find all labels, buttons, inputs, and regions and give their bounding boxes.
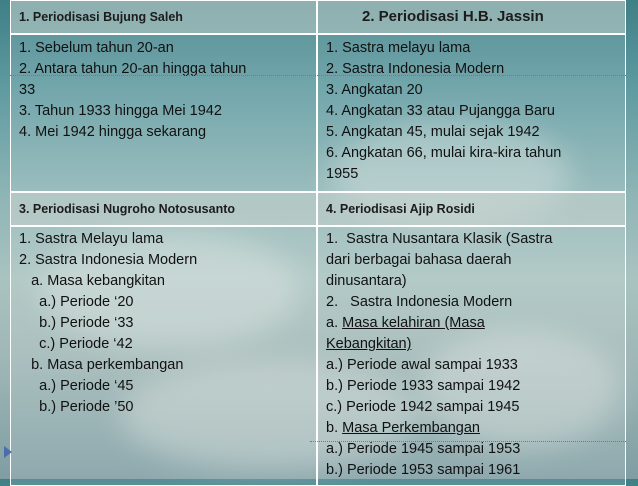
- list-item: 1. Sastra Nusantara Klasik (Sastra: [326, 231, 553, 247]
- body-nugroho-notosusanto: [10, 226, 317, 486]
- list-item: 1. Sebelum tahun 20-an: [19, 40, 174, 56]
- list-item: c.) Periode ‘42: [19, 336, 133, 352]
- list-item: 2. Sastra Indonesia Modern: [19, 252, 198, 268]
- list-item: 6. Angkatan 66, mulai kira-kira tahun: [326, 145, 562, 161]
- underlined-text: Kebangkitan): [326, 336, 412, 352]
- header-hb-jassin: [317, 0, 626, 34]
- list-item: 2. Sastra Indonesia Modern: [326, 61, 505, 77]
- list-item: 2. Sastra Indonesia Modern: [326, 294, 513, 310]
- list-item: 1. Sastra Melayu lama: [19, 231, 164, 247]
- header-ajip-rosidi: [317, 192, 626, 226]
- header-nugroho-text: 3. Periodisasi Nugroho Notosusanto: [19, 202, 235, 216]
- header-ajip-rosidi-text: 4. Periodisasi Ajip Rosidi: [326, 202, 475, 216]
- list-item-prefix: a.: [326, 315, 343, 331]
- list-item: 2. Antara tahun 20-an hingga tahun: [19, 61, 247, 77]
- list-item: a.) Periode ‘20: [19, 294, 134, 310]
- list-item: a. Masa kebangkitan: [19, 273, 165, 289]
- list-item: dinusantara): [326, 273, 407, 289]
- list-item: a.) Periode 1945 sampai 1953: [326, 441, 521, 457]
- underlined-text: Masa Perkembangan: [342, 420, 480, 436]
- dotted-divider: [10, 75, 626, 76]
- header-hb-jassin-text: 2. Periodisasi H.B. Jassin: [362, 8, 544, 25]
- list-item: b. Masa perkembangan: [19, 357, 184, 373]
- play-arrow-icon[interactable]: [4, 446, 12, 458]
- list-item: 3. Tahun 1933 hingga Mei 1942: [19, 103, 222, 119]
- header-nugroho-notosusanto: [10, 192, 317, 226]
- list-item: b.) Periode ‘33: [19, 315, 134, 331]
- list-item-prefix: b.: [326, 420, 343, 436]
- list-item: 4. Angkatan 33 atau Pujangga Baru: [326, 103, 555, 119]
- list-item: 1955: [326, 166, 359, 182]
- periodization-table: [10, 0, 626, 479]
- underlined-text: Masa kelahiran (Masa: [342, 315, 485, 331]
- list-item: 33: [19, 82, 36, 98]
- list-item: 5. Angkatan 45, mulai sejak 1942: [326, 124, 540, 140]
- list-item: 3. Angkatan 20: [326, 82, 423, 98]
- list-item: c.) Periode 1942 sampai 1945: [326, 399, 520, 415]
- list-item: 4. Mei 1942 hingga sekarang: [19, 124, 207, 140]
- header-bujung-saleh-text: 1. Periodisasi Bujung Saleh: [19, 10, 183, 24]
- body-bujung-saleh: [10, 34, 317, 192]
- list-item: b.) Periode ’50: [19, 399, 134, 415]
- list-item: a.) Periode awal sampai 1933: [326, 357, 518, 373]
- list-item: a.) Periode ‘45: [19, 378, 134, 394]
- list-item: dari berbagai bahasa daerah: [326, 252, 512, 268]
- body-hb-jassin: [317, 34, 626, 192]
- header-bujung-saleh: [10, 0, 317, 34]
- list-item: b.) Periode 1933 sampai 1942: [326, 378, 521, 394]
- list-item: [326, 418, 625, 439]
- list-item: b.) Periode 1953 sampai 1961: [326, 462, 521, 478]
- dotted-divider: [310, 441, 626, 442]
- body-ajip-rosidi: [317, 226, 626, 486]
- list-item: 1. Sastra melayu lama: [326, 40, 471, 56]
- list-item: [326, 313, 625, 334]
